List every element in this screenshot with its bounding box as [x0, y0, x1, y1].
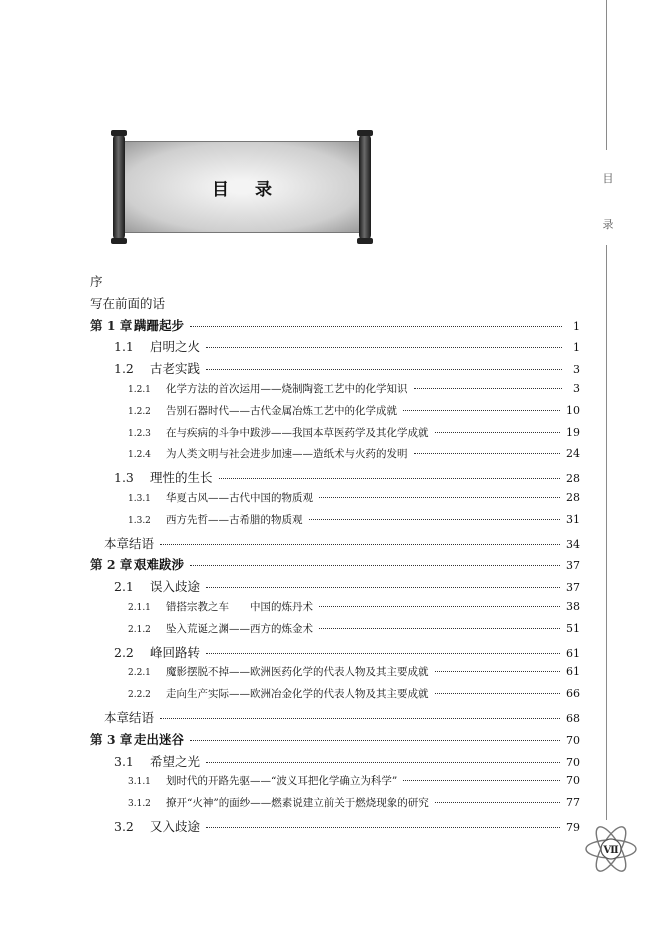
dot-leader [206, 827, 560, 828]
dot-leader [206, 347, 562, 348]
dot-leader [206, 653, 560, 654]
title-scroll [113, 133, 371, 241]
toc-entry[interactable] [90, 381, 580, 403]
toc-entry-number: 2.1.1 [128, 602, 151, 613]
toc-entry[interactable] [90, 577, 580, 599]
toc-entry-number: 1.3.2 [128, 515, 151, 526]
toc-entry-title: 划时代的开路先驱——“波义耳把化学确立为科学” [166, 775, 398, 788]
dot-leader [190, 740, 560, 741]
toc-entry[interactable] [90, 512, 580, 534]
toc-entry-page: 77 [566, 796, 580, 810]
toc-entry-title: 坠入荒诞之渊——西方的炼金术 [166, 622, 313, 635]
toc-entry[interactable] [90, 599, 580, 621]
toc-entry-number: 1.2 [114, 361, 134, 377]
toc-entry-page: 79 [566, 820, 580, 834]
toc-entry-title: 理性的生长 [150, 470, 213, 486]
toc-entry[interactable] [90, 643, 580, 665]
toc-entry-title: 在与疾病的斗争中跋涉——我国本草医药学及其化学成就 [166, 426, 429, 439]
scroll-cap [111, 130, 127, 136]
toc-entry-title: 错搭宗教之车 中国的炼丹术 [166, 600, 313, 613]
toc-entry-number: 3.1.2 [128, 799, 151, 810]
toc-entry[interactable] [90, 403, 580, 425]
page-number: Ⅶ [603, 845, 619, 856]
side-rule-top [606, 0, 607, 150]
toc-entry-number: 3.2 [114, 818, 134, 834]
toc-entry[interactable] [90, 817, 580, 839]
toc-entry-number: 1.2.4 [128, 450, 151, 461]
toc-entry-title: 希望之光 [150, 753, 201, 769]
toc-entry[interactable] [90, 708, 580, 730]
dot-leader [160, 544, 560, 545]
toc-entry-title: 峰回路转 [150, 644, 201, 660]
toc-entry-page: 31 [566, 512, 580, 526]
toc-entry[interactable] [90, 316, 580, 338]
side-char-lu: 录 [602, 218, 614, 231]
toc-entry-title: 西方先哲——古希腊的物质观 [166, 513, 303, 526]
toc-entry[interactable] [90, 795, 580, 817]
toc-entry[interactable] [90, 686, 580, 708]
toc-entry-number: 1.2.1 [128, 384, 151, 395]
toc-entry[interactable] [90, 446, 580, 468]
toc-entry-title: 撩开“火神”的面纱——燃素说建立前关于燃烧现象的研究 [166, 797, 429, 810]
toc-entry-page: 70 [566, 774, 580, 788]
toc-entry[interactable] [90, 664, 580, 686]
toc-entry-number: 1.1 [114, 339, 134, 355]
toc-entry[interactable] [90, 730, 580, 752]
toc-entry[interactable] [90, 337, 580, 359]
scroll-cap [111, 238, 127, 244]
dot-leader [219, 478, 560, 479]
side-char-mu: 目 [602, 172, 614, 185]
dot-leader [435, 802, 560, 803]
dot-leader [414, 388, 563, 389]
toc-entry-number: 3.1 [114, 753, 134, 769]
toc-entry[interactable] [90, 773, 580, 795]
toc-entry-number: 2.2 [114, 644, 134, 660]
toc-entry-number: 1.2.3 [128, 428, 151, 439]
toc-entry-title: 误入歧途 [150, 579, 201, 595]
toc-entry-title: 写在前面的话 [90, 295, 166, 311]
toc-entry[interactable] [90, 534, 580, 556]
toc-entry-title: 走出迷谷 [134, 731, 185, 747]
toc-entry[interactable] [90, 490, 580, 512]
toc-entry-page: 3 [573, 363, 580, 377]
toc-entry-page: 51 [566, 621, 580, 635]
toc-entry-title: 又入歧途 [150, 818, 201, 834]
toc-entry-number: 1.2.2 [128, 406, 151, 417]
toc-entry-number: 3.1.1 [128, 777, 151, 788]
toc-entry-number: 1.3 [114, 470, 134, 486]
dot-leader [319, 606, 560, 607]
toc-entry[interactable] [90, 272, 580, 294]
toc-entry-title: 魔影摆脱不掉——欧洲医药化学的代表人物及其主要成就 [166, 666, 429, 679]
toc-entry-page: 19 [566, 425, 580, 439]
toc-entry[interactable] [90, 555, 580, 577]
toc-entry-number: 第 1 章 [90, 317, 133, 333]
side-rule-bottom [606, 245, 607, 820]
toc-entry-number: 2.2.2 [128, 690, 151, 701]
toc-entry-page: 38 [566, 599, 580, 613]
toc-entry[interactable] [90, 425, 580, 447]
toc-entry-title: 启明之火 [150, 339, 201, 355]
toc-entry-title: 蹒跚起步 [134, 317, 185, 333]
toc-entry-page: 66 [566, 687, 580, 701]
toc-entry-page: 70 [566, 755, 580, 769]
dot-leader [319, 497, 560, 498]
toc-entry-page: 1 [573, 319, 580, 333]
toc-entry-page: 10 [566, 403, 580, 417]
toc-entry-title: 序 [90, 274, 103, 289]
toc-entry-number: 2.1.2 [128, 624, 151, 635]
toc-entry-number: 第 2 章 [90, 557, 133, 573]
dot-leader [206, 587, 560, 588]
toc-entry[interactable] [90, 294, 580, 316]
toc-entry-page: 37 [566, 581, 580, 595]
atom-emblem-icon [584, 822, 638, 876]
toc-entry-page: 28 [566, 472, 580, 486]
toc-entry-number: 2.1 [114, 579, 134, 595]
dot-leader [190, 326, 562, 327]
toc-entry-number: 第 3 章 [90, 731, 133, 747]
toc-entry-page: 61 [566, 646, 580, 660]
scroll-cap [357, 130, 373, 136]
toc-entry-page: 34 [566, 537, 580, 551]
toc-entry-page: 68 [566, 711, 580, 725]
toc-entry-number: 2.2.1 [128, 668, 151, 679]
toc-entry-title: 本章结语 [104, 709, 155, 725]
toc-entry-title: 化学方法的首次运用——烧制陶瓷工艺中的化学知识 [166, 382, 408, 395]
toc-entry-page: 70 [566, 733, 580, 747]
toc-entry-title: 为人类文明与社会进步加速——造纸术与火药的发明 [166, 448, 408, 461]
toc-entry-page: 3 [573, 381, 580, 395]
table-of-contents [90, 272, 580, 839]
dot-leader [435, 671, 561, 672]
toc-title: 目录 [212, 180, 298, 200]
dot-leader [435, 432, 561, 433]
toc-entry-title: 华夏古风——古代中国的物质观 [166, 491, 313, 504]
toc-entry[interactable] [90, 359, 580, 381]
toc-entry-page: 1 [573, 341, 580, 355]
toc-entry-title: 艰难跋涉 [134, 557, 185, 573]
dot-leader [403, 410, 560, 411]
scroll-cap [357, 238, 373, 244]
dot-leader [206, 762, 560, 763]
toc-entry-title: 本章结语 [104, 535, 155, 551]
dot-leader [435, 693, 561, 694]
toc-entry-page: 28 [566, 490, 580, 504]
toc-entry-number: 1.3.1 [128, 493, 151, 504]
dot-leader [206, 369, 562, 370]
dot-leader [319, 628, 560, 629]
toc-entry[interactable] [90, 621, 580, 643]
dot-leader [309, 519, 561, 520]
toc-entry-title: 古老实践 [150, 361, 201, 377]
toc-entry-title: 走向生产实际——欧洲冶金化学的代表人物及其主要成就 [166, 688, 429, 701]
toc-entry-page: 37 [566, 559, 580, 573]
dot-leader [403, 780, 560, 781]
toc-entry-page: 61 [566, 665, 580, 679]
dot-leader [414, 453, 561, 454]
toc-entry[interactable] [90, 468, 580, 490]
toc-entry[interactable] [90, 752, 580, 774]
dot-leader [160, 718, 560, 719]
toc-entry-page: 24 [566, 447, 580, 461]
toc-entry-title: 告别石器时代——古代金属冶炼工艺中的化学成就 [166, 404, 397, 417]
dot-leader [190, 565, 560, 566]
